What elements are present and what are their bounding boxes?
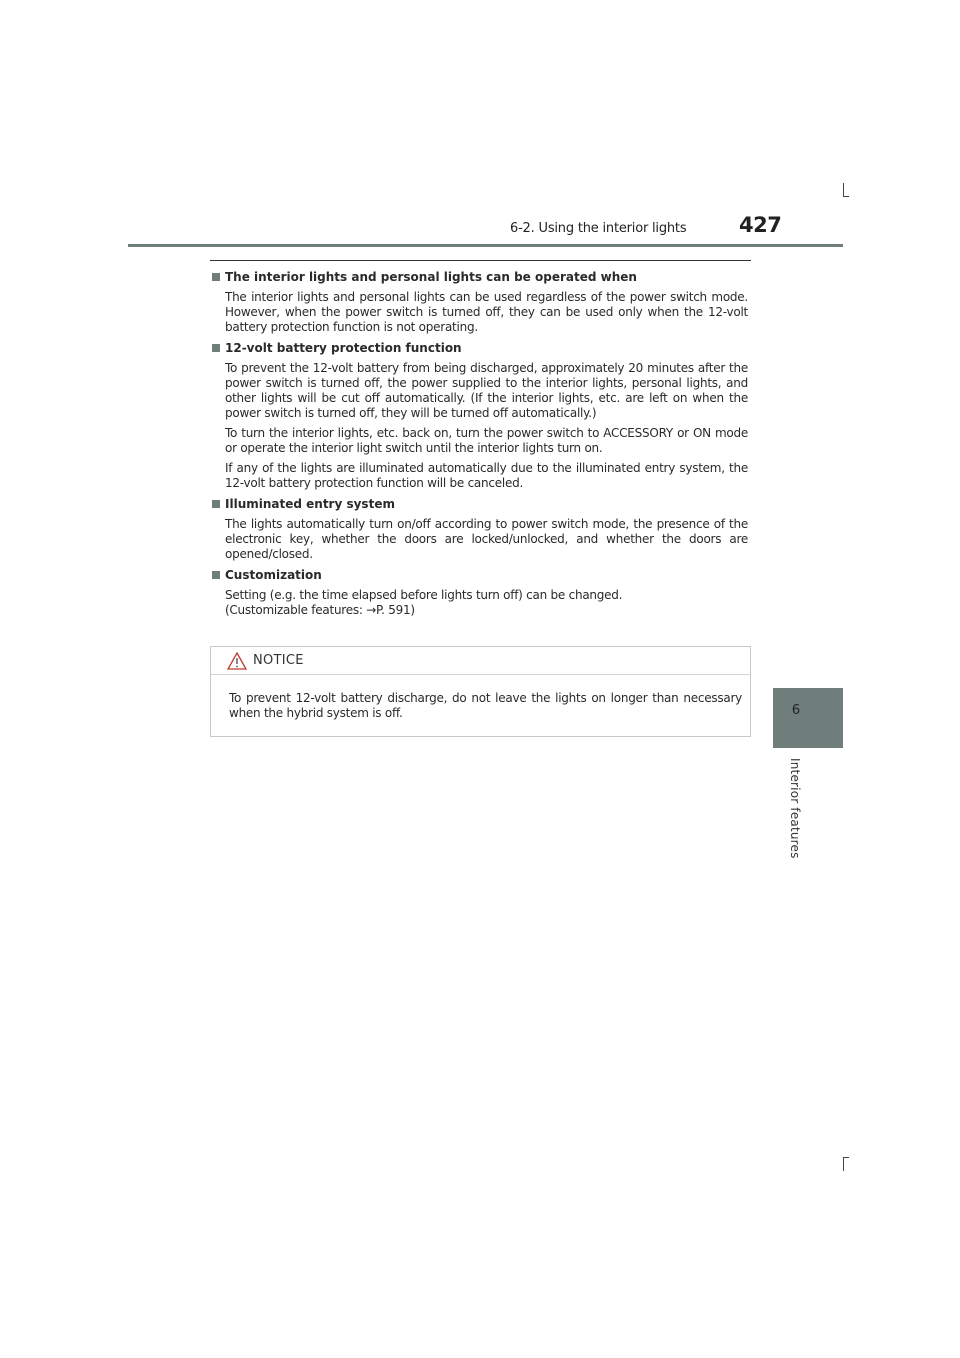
paragraph: To turn the interior lights, etc. back on, turn the power switch to ACCESSORY or ON mode or operate the interior light switch until the interior lights turn on. (225, 426, 748, 455)
chapter-tab (773, 688, 843, 748)
section-heading-text: The interior lights and personal lights can be operated when (225, 270, 637, 284)
square-bullet-icon (212, 344, 220, 352)
section-heading (212, 496, 748, 512)
section-illuminated-entry (212, 496, 748, 562)
chapter-tab-label: Interior features (788, 758, 802, 859)
paragraph: The lights automatically turn on/off according to power switch mode, the presence of the electronic key, whether the doors are locked/unlocked, and whether the doors are opened/closed. (225, 517, 748, 561)
section-heading (212, 340, 748, 356)
square-bullet-icon (212, 500, 220, 508)
square-bullet-icon (212, 571, 220, 579)
notice-header (211, 647, 750, 675)
section-heading-text: 12-volt battery protection function (225, 341, 462, 355)
page-number: 427 (739, 213, 782, 237)
header-rule (128, 244, 843, 247)
paragraph: If any of the lights are illuminated automatically due to the illuminated entry system, the 12-volt battery protection function will be canceled. (225, 461, 748, 490)
section-heading (212, 567, 748, 583)
section-heading (212, 269, 748, 285)
page-content (212, 269, 748, 623)
paragraph: Setting (e.g. the time elapsed before lights turn off) can be changed. (225, 588, 623, 602)
section-heading-text: Customization (225, 568, 322, 582)
square-bullet-icon (212, 273, 220, 281)
paragraph: The interior lights and personal lights can be used regardless of the power switch mode. However, when the power switch is turned off, they can be used only when the 12-volt battery protection function is not operating. (225, 290, 748, 334)
notice-body: To prevent 12-volt battery discharge, do not leave the lights on longer than necessary when the hybrid system is off. (229, 691, 742, 720)
crop-mark-top (843, 183, 844, 197)
paragraph: To prevent the 12-volt battery from being discharged, approximately 20 minutes after the power switch is turned off, the power supplied to the interior lights, personal lights, and other lights will be cut off automatically. (If the interior lights, etc. are left on when the power switch is turned off, they will be turned off automatically.) (225, 361, 748, 420)
section-operation-conditions (212, 269, 748, 335)
section-heading-text: Illuminated entry system (225, 497, 395, 511)
section-battery-protection (212, 340, 748, 491)
page-reference-link[interactable]: (Customizable features: →P. 591) (225, 603, 415, 617)
running-header-section: 6-2. Using the interior lights (510, 221, 687, 236)
section-customization (212, 567, 748, 618)
crop-mark-top-tick (843, 196, 849, 197)
notice-title: NOTICE (253, 653, 304, 668)
notice-box (210, 646, 751, 737)
crop-mark-bottom (843, 1157, 844, 1171)
chapter-tab-number: 6 (791, 703, 801, 718)
warning-triangle-icon (227, 652, 247, 670)
content-top-rule (210, 260, 751, 261)
crop-mark-bottom-tick (843, 1157, 849, 1158)
